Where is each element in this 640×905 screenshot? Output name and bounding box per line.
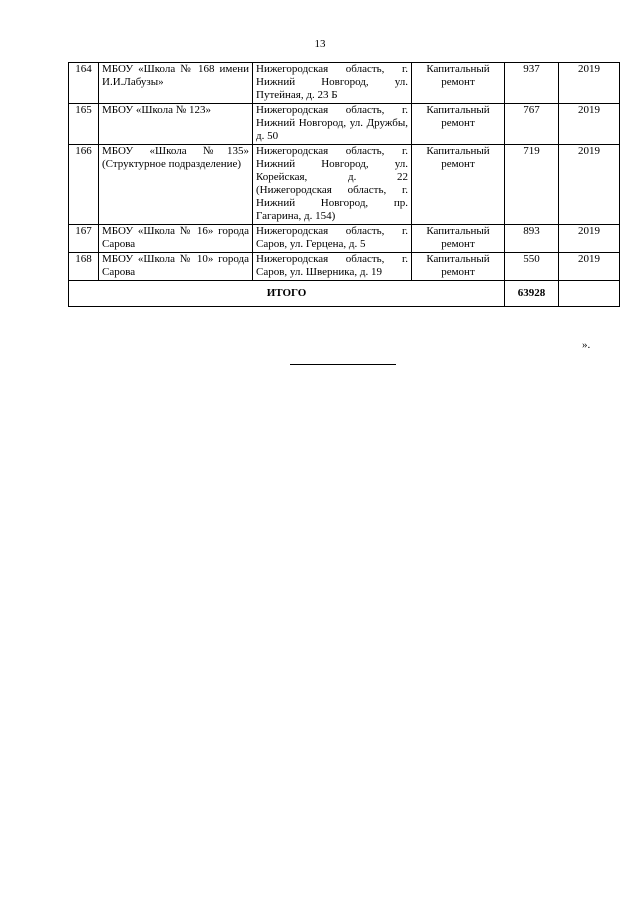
table-row <box>69 225 620 253</box>
row-number: 166 <box>69 145 99 225</box>
institution-address: Нижегородская область, г. Саров, ул. Герцена, д. 5 <box>253 225 412 253</box>
amount: 767 <box>505 104 559 145</box>
amount: 893 <box>505 225 559 253</box>
table-row <box>69 145 620 225</box>
work-type: Капитальный ремонт <box>412 63 505 104</box>
amount: 719 <box>505 145 559 225</box>
total-year <box>559 281 620 307</box>
work-type: Капитальный ремонт <box>412 145 505 225</box>
table-row <box>69 104 620 145</box>
work-type: Капитальный ремонт <box>412 104 505 145</box>
institution-address: Нижегородская область, г. Нижний Новгород, ул. Корейская, д. 22 (Нижегородская область, г. Нижний Новгород, пр. Гагарина, д. 154) <box>253 145 412 225</box>
year: 2019 <box>559 225 620 253</box>
total-label: ИТОГО <box>69 281 505 307</box>
year: 2019 <box>559 63 620 104</box>
institution-address: Нижегородская область, г. Нижний Новгород, ул. Путейная, д. 23 Б <box>253 63 412 104</box>
objects-table <box>68 62 620 307</box>
end-rule <box>290 364 396 365</box>
closing-quote: ». <box>582 339 591 351</box>
table-row <box>69 253 620 281</box>
row-number: 167 <box>69 225 99 253</box>
row-number: 164 <box>69 63 99 104</box>
row-number: 165 <box>69 104 99 145</box>
page-number: 13 <box>314 38 326 50</box>
institution-name: МБОУ «Школа № 123» <box>99 104 253 145</box>
institution-name: МБОУ «Школа №135» (Структурное подразделение) <box>99 145 253 225</box>
institution-address: Нижегородская область, г. Нижний Новгород, ул. Дружбы, д. 50 <box>253 104 412 145</box>
row-number: 168 <box>69 253 99 281</box>
institution-name: МБОУ «Школа № 16» города Сарова <box>99 225 253 253</box>
amount: 550 <box>505 253 559 281</box>
total-amount: 63928 <box>505 281 559 307</box>
total-row <box>69 281 620 307</box>
year: 2019 <box>559 104 620 145</box>
amount: 937 <box>505 63 559 104</box>
work-type: Капитальный ремонт <box>412 225 505 253</box>
institution-address: Нижегородская область, г. Саров, ул. Шверника, д. 19 <box>253 253 412 281</box>
institution-name: МБОУ «Школа № 168 имени И.И.Лабузы» <box>99 63 253 104</box>
year: 2019 <box>559 145 620 225</box>
table-row <box>69 63 620 104</box>
institution-name: МБОУ «Школа № 10» города Сарова <box>99 253 253 281</box>
year: 2019 <box>559 253 620 281</box>
work-type: Капитальный ремонт <box>412 253 505 281</box>
